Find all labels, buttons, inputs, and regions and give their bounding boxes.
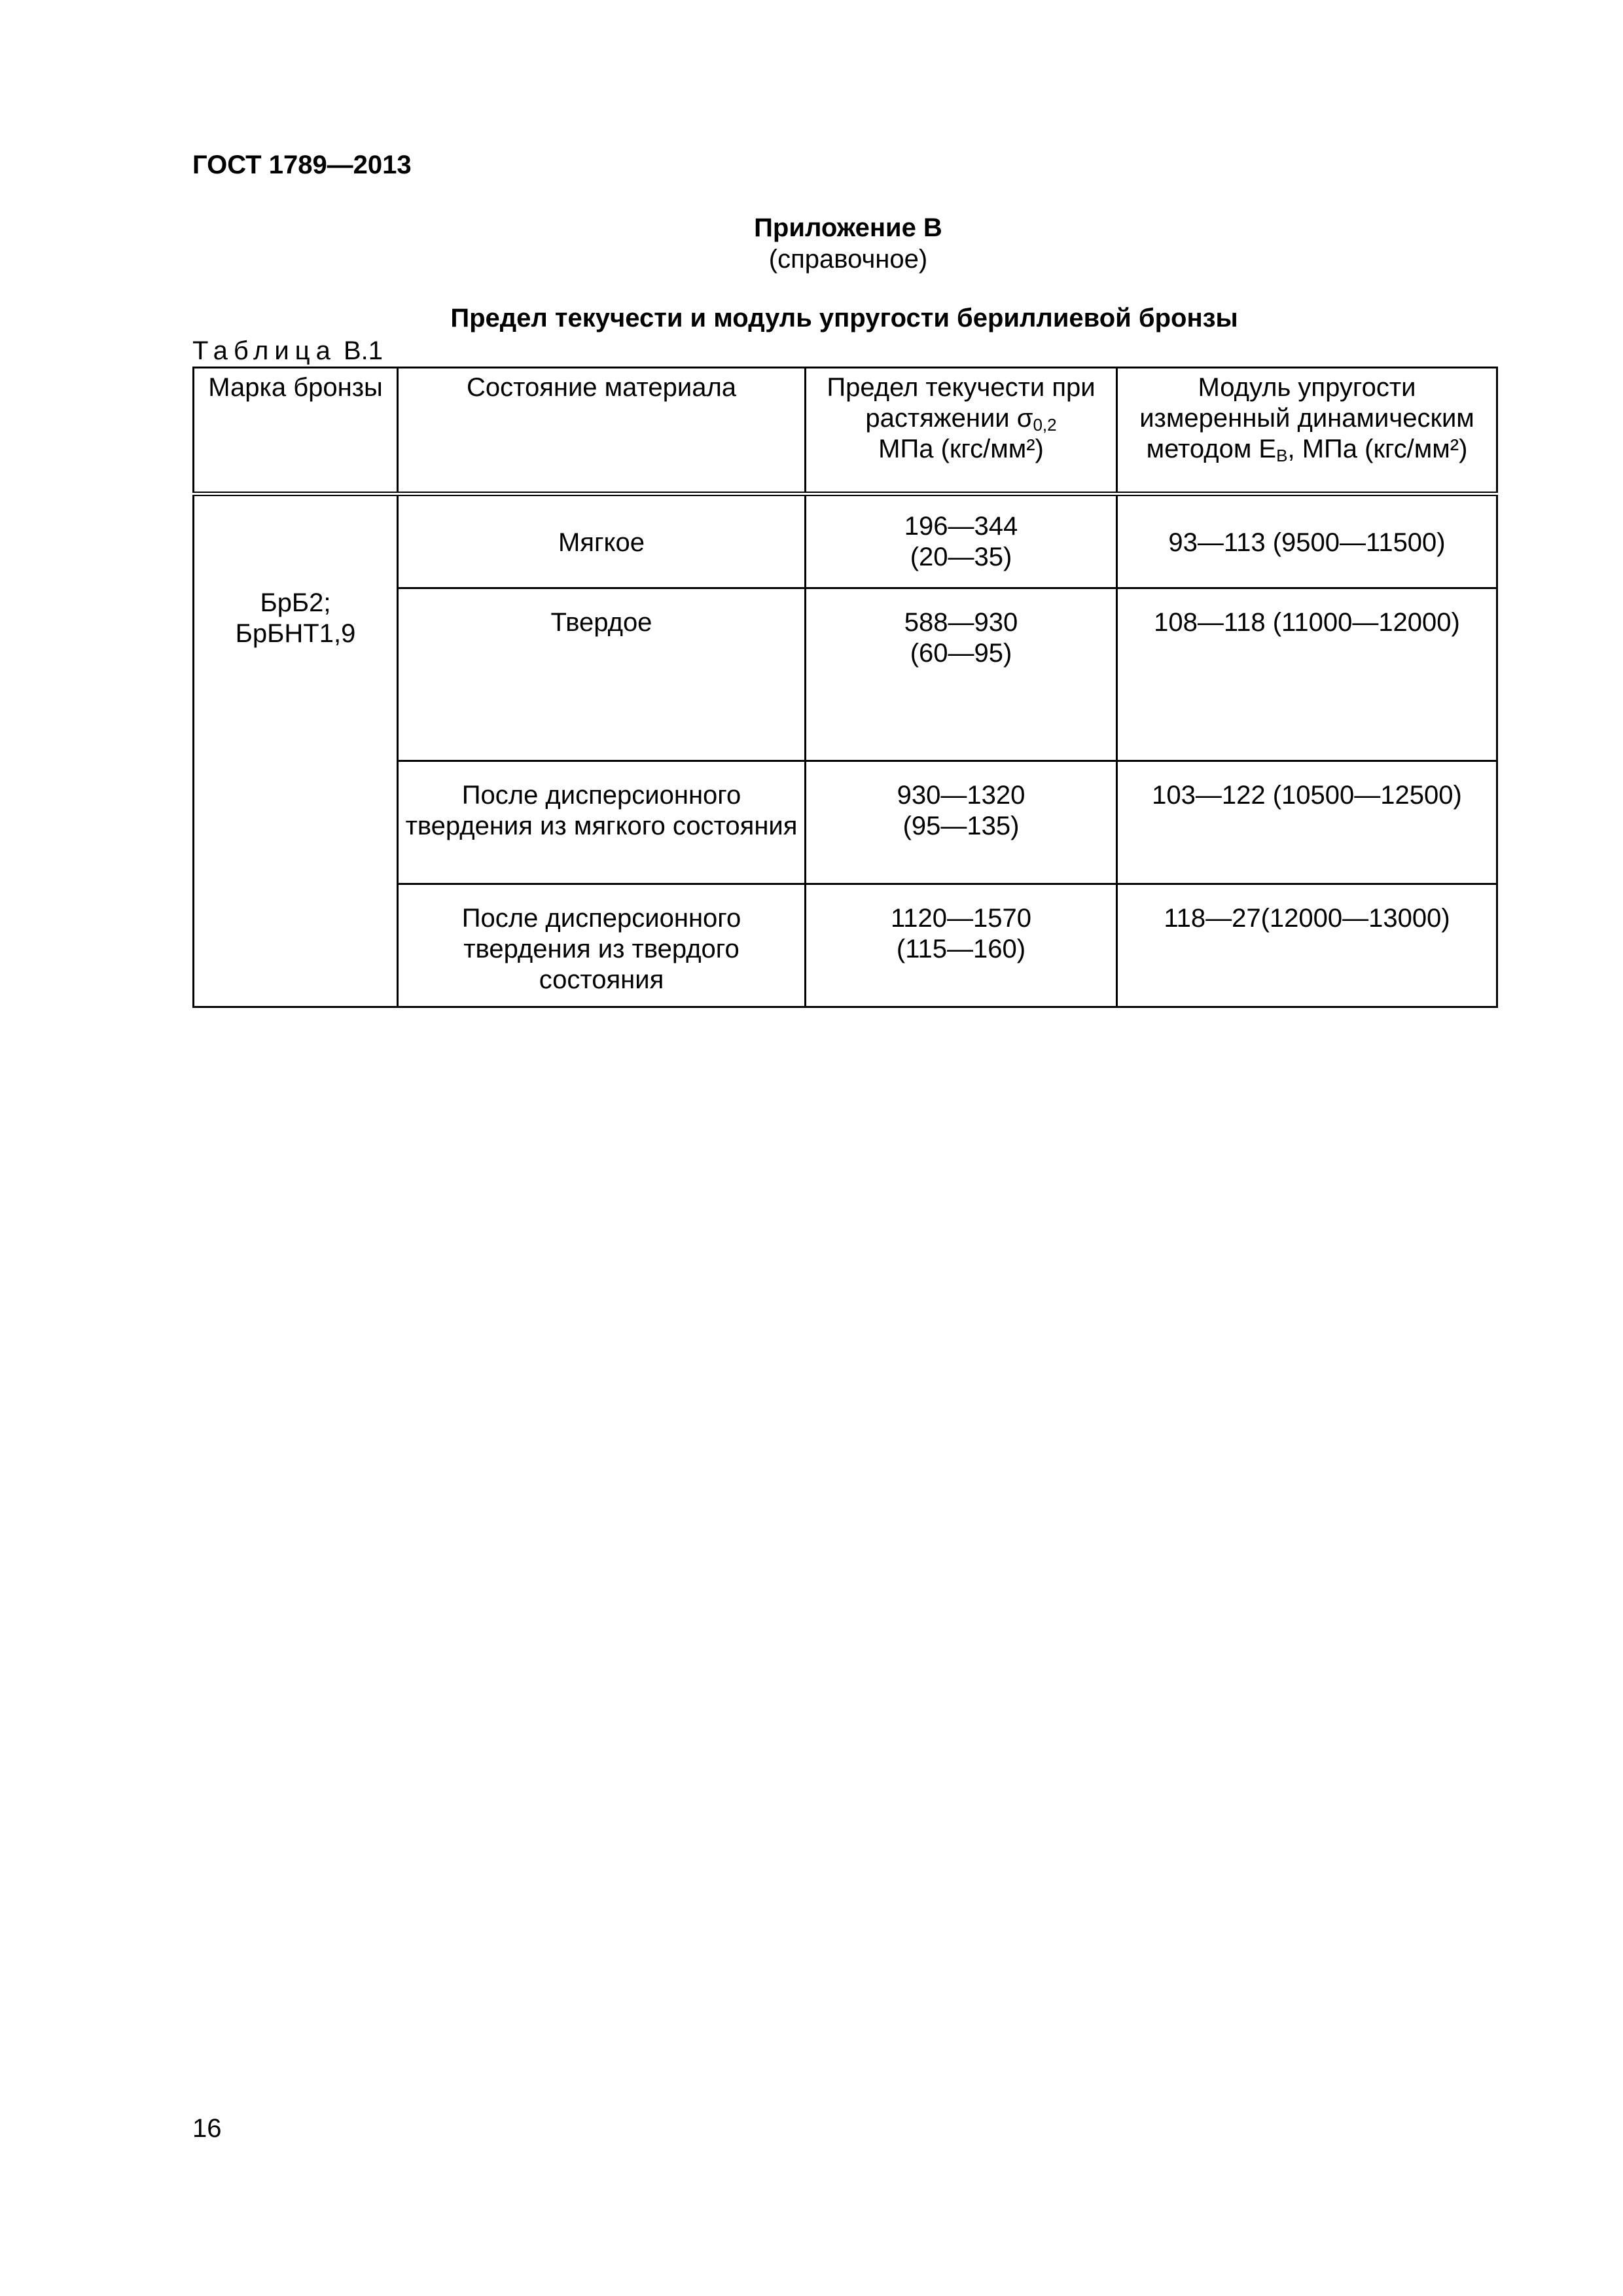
table-caption-number: В.1 bbox=[343, 336, 383, 365]
table-row bbox=[194, 494, 1497, 588]
grade-line-2: БрБНТ1,9 bbox=[235, 619, 356, 648]
table-caption-label: Таблица bbox=[192, 336, 336, 365]
modulus-cell: 93—113 (9500—11500) bbox=[1117, 494, 1497, 588]
yield-header-units: МПа (кгс/мм²) bbox=[878, 435, 1044, 463]
yield-cell bbox=[806, 761, 1117, 884]
yield-mpa: 196—344 bbox=[904, 511, 1018, 541]
state-cell: Мягкое bbox=[398, 494, 806, 588]
grade-line-1: БрБ2; bbox=[260, 588, 331, 617]
column-header-grade bbox=[194, 368, 398, 494]
column-header-state bbox=[398, 368, 806, 494]
grade-cell bbox=[194, 494, 398, 1007]
document-header: ГОСТ 1789—2013 bbox=[192, 151, 412, 179]
yield-header-subscript: 0,2 bbox=[1033, 415, 1057, 435]
modulus-header-text: Модуль упругости измеренный динамическим методом E bbox=[1139, 373, 1474, 463]
yield-mpa: 930—1320 bbox=[897, 781, 1026, 810]
modulus-cell: 118—27(12000—13000) bbox=[1117, 884, 1497, 1007]
state-cell: После дисперсионного твердения из твердого состояния bbox=[398, 884, 806, 1007]
state-cell: Твердое bbox=[398, 588, 806, 761]
page-number: 16 bbox=[192, 2114, 222, 2143]
yield-kgf: (95—135) bbox=[902, 812, 1020, 840]
grade-header-text: Марка бронзы bbox=[208, 373, 383, 402]
yield-kgf: (115—160) bbox=[896, 935, 1026, 963]
state-header-text: Состояние материала bbox=[466, 373, 737, 402]
yield-mpa: 588—930 bbox=[904, 608, 1018, 637]
yield-kgf: (60—95) bbox=[910, 639, 1012, 668]
modulus-header-subscript: В bbox=[1276, 446, 1288, 465]
appendix-subtitle: (справочное) bbox=[768, 245, 928, 274]
modulus-cell: 103—122 (10500—12500) bbox=[1117, 761, 1497, 884]
yield-header-text: Предел текучести при растяжении σ bbox=[827, 373, 1096, 433]
table-caption bbox=[192, 335, 383, 367]
bronze-properties-table bbox=[192, 367, 1498, 1008]
yield-cell bbox=[806, 588, 1117, 761]
modulus-cell: 108—118 (11000—12000) bbox=[1117, 588, 1497, 761]
column-header-yield bbox=[806, 368, 1117, 494]
appendix-title: Приложение В bbox=[754, 213, 942, 242]
table-title: Предел текучести и модуль упругости бериллиевой бронзы bbox=[450, 304, 1238, 332]
yield-kgf: (20—35) bbox=[910, 542, 1012, 571]
column-header-modulus bbox=[1117, 368, 1497, 494]
yield-mpa: 1120—1570 bbox=[891, 904, 1031, 933]
modulus-header-units: , МПа (кгс/мм²) bbox=[1287, 435, 1468, 463]
table-header-row bbox=[194, 368, 1497, 494]
state-cell: После дисперсионного твердения из мягкого состояния bbox=[398, 761, 806, 884]
yield-cell bbox=[806, 884, 1117, 1007]
yield-cell bbox=[806, 494, 1117, 588]
